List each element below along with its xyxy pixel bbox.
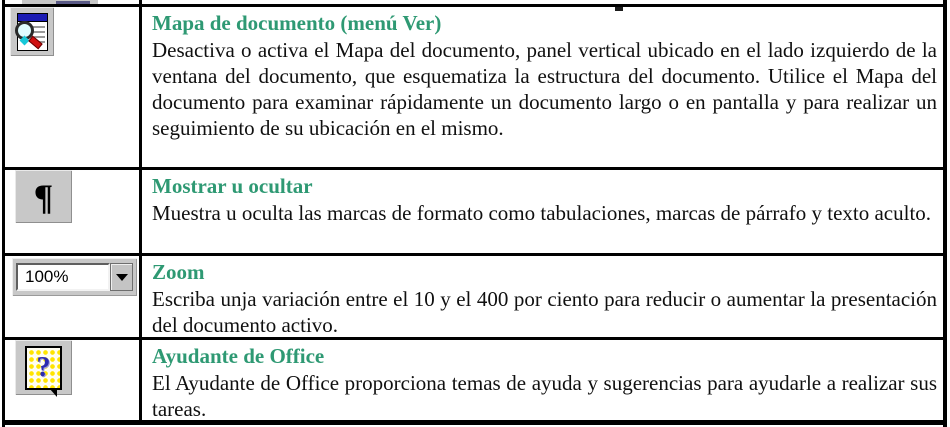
row-title: Mapa de documento (menú Ver) [152, 11, 442, 35]
row-title: Ayudante de Office [152, 344, 325, 368]
description-cell [143, 256, 945, 337]
icon-cell [5, 7, 139, 167]
chevron-down-icon [116, 274, 128, 281]
icon-cell [5, 340, 139, 420]
pilcrow-icon: ¶ [33, 176, 54, 217]
description-cell [143, 170, 945, 253]
icon-cell [5, 170, 139, 253]
description-cell [143, 7, 945, 167]
row-title: Mostrar u ocultar [152, 174, 313, 198]
table-row [5, 170, 945, 253]
zoom-dropdown-button[interactable] [110, 263, 133, 291]
document-map-icon [17, 13, 48, 51]
row-title: Zoom [152, 260, 205, 284]
balloon-tail [49, 388, 57, 397]
icon-cell [5, 256, 139, 337]
table-row [5, 340, 945, 420]
document-map-button[interactable] [10, 7, 54, 56]
table-row [5, 256, 945, 337]
zoom-value-field[interactable] [16, 263, 110, 291]
row-description: Escriba unja variación entre el 10 y el 400 por ciento para reducir o aumentar la presentación del documento activo. [152, 287, 937, 337]
zoom-value: 100% [25, 267, 69, 286]
show-hide-button[interactable] [15, 170, 72, 223]
row-description: El Ayudante de Office proporciona temas de ayuda y sugerencias para ayudarle a realizar sus tareas. [152, 371, 937, 421]
question-mark-icon: ? [36, 351, 51, 383]
zoom-combobox[interactable] [12, 258, 137, 296]
description-cell [143, 340, 945, 420]
office-assistant-icon [25, 346, 62, 390]
table-row [5, 7, 945, 167]
office-assistant-button[interactable] [15, 340, 72, 395]
row-description: Muestra u oculta las marcas de formato como tabulaciones, marcas de párrafo y texto aculto. [152, 201, 932, 225]
row-description: Desactiva o activa el Mapa del documento, panel vertical ubicado en el lado izquierdo de la ventana del documento, que esquematiza la estructura del documento. Utilice el Mapa del documento para examinar rápidamente un documento largo o en pantalla y para realizar un seguimiento de su ubicación en el mismo. [152, 38, 937, 140]
